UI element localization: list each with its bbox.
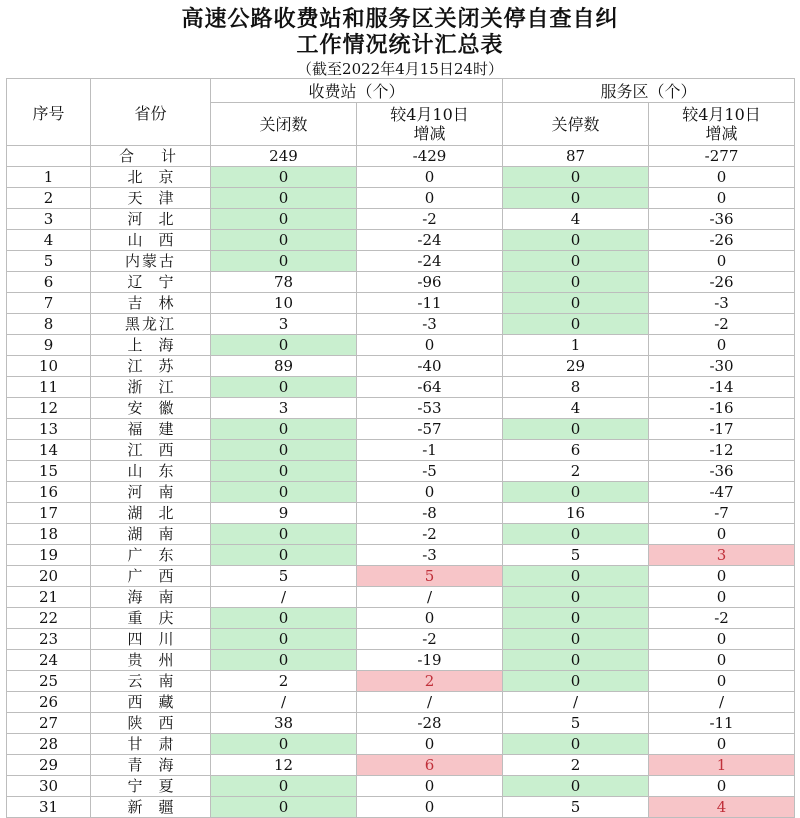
- toll-closed-cell: 12: [211, 755, 357, 776]
- service-closed-cell: 0: [503, 671, 649, 692]
- service-change-cell: 0: [649, 629, 795, 650]
- province-cell: 辽宁: [91, 272, 211, 293]
- table-row: [7, 293, 795, 314]
- toll-change-cell: /: [357, 587, 503, 608]
- table-row: [7, 671, 795, 692]
- service-change-cell: -26: [649, 230, 795, 251]
- province-cell: 甘肃: [91, 734, 211, 755]
- service-change-cell: -36: [649, 461, 795, 482]
- seq-cell: 14: [7, 440, 91, 461]
- header-toll-closed: 关闭数: [211, 103, 357, 146]
- toll-change-cell: 0: [357, 188, 503, 209]
- province-cell: 新疆: [91, 797, 211, 818]
- seq-cell: 4: [7, 230, 91, 251]
- table-row: [7, 482, 795, 503]
- header-toll-change: 较4月10日 增减: [357, 103, 503, 146]
- toll-change-cell: -2: [357, 524, 503, 545]
- province-cell: 贵州: [91, 650, 211, 671]
- service-change-cell: -12: [649, 440, 795, 461]
- total-toll-change: -429: [357, 146, 503, 167]
- toll-change-cell: -3: [357, 545, 503, 566]
- table-row: [7, 335, 795, 356]
- seq-cell: 19: [7, 545, 91, 566]
- province-cell: 宁夏: [91, 776, 211, 797]
- service-closed-cell: 0: [503, 566, 649, 587]
- header-province: 省份: [91, 79, 211, 146]
- seq-cell: 9: [7, 335, 91, 356]
- province-cell: 黑龙江: [91, 314, 211, 335]
- service-closed-cell: 0: [503, 230, 649, 251]
- toll-closed-cell: 2: [211, 671, 357, 692]
- toll-change-cell: -1: [357, 440, 503, 461]
- toll-change-cell: 0: [357, 482, 503, 503]
- seq-cell: 22: [7, 608, 91, 629]
- seq-cell: 21: [7, 587, 91, 608]
- service-closed-cell: 4: [503, 398, 649, 419]
- seq-cell: 27: [7, 713, 91, 734]
- toll-change-cell: -57: [357, 419, 503, 440]
- toll-closed-cell: 0: [211, 377, 357, 398]
- page-title-line1: 高速公路收费站和服务区关闭关停自查自纠: [181, 6, 619, 32]
- seq-cell: 17: [7, 503, 91, 524]
- seq-cell: 18: [7, 524, 91, 545]
- service-change-cell: 4: [649, 797, 795, 818]
- seq-cell: 30: [7, 776, 91, 797]
- service-change-cell: 3: [649, 545, 795, 566]
- table-row: [7, 167, 795, 188]
- toll-closed-cell: 0: [211, 209, 357, 230]
- toll-change-cell: 0: [357, 797, 503, 818]
- table-row: [7, 587, 795, 608]
- header-toll-group: 收费站（个）: [211, 79, 503, 103]
- service-change-cell: 0: [649, 251, 795, 272]
- province-cell: 内蒙古: [91, 251, 211, 272]
- toll-closed-cell: 0: [211, 776, 357, 797]
- service-change-cell: 1: [649, 755, 795, 776]
- toll-change-cell: -8: [357, 503, 503, 524]
- toll-closed-cell: 0: [211, 629, 357, 650]
- total-service-closed: 87: [503, 146, 649, 167]
- table-row: [7, 461, 795, 482]
- page-title-line2: 工作情况统计汇总表: [296, 32, 504, 58]
- service-closed-cell: 5: [503, 713, 649, 734]
- seq-cell: 8: [7, 314, 91, 335]
- service-change-cell: -2: [649, 608, 795, 629]
- table-row: [7, 272, 795, 293]
- service-change-cell: 0: [649, 650, 795, 671]
- seq-cell: 7: [7, 293, 91, 314]
- province-cell: 云南: [91, 671, 211, 692]
- seq-cell: 3: [7, 209, 91, 230]
- table-row: [7, 398, 795, 419]
- service-change-cell: -36: [649, 209, 795, 230]
- toll-change-cell: -19: [357, 650, 503, 671]
- province-cell: 上海: [91, 335, 211, 356]
- service-closed-cell: 16: [503, 503, 649, 524]
- province-cell: 河北: [91, 209, 211, 230]
- table-row: [7, 188, 795, 209]
- seq-cell: 16: [7, 482, 91, 503]
- province-cell: 海南: [91, 587, 211, 608]
- service-closed-cell: 8: [503, 377, 649, 398]
- toll-change-cell: -24: [357, 251, 503, 272]
- table-row: [7, 209, 795, 230]
- table-row: [7, 734, 795, 755]
- service-closed-cell: 0: [503, 629, 649, 650]
- toll-closed-cell: 3: [211, 398, 357, 419]
- province-cell: 山西: [91, 230, 211, 251]
- toll-change-cell: -11: [357, 293, 503, 314]
- service-closed-cell: 0: [503, 734, 649, 755]
- toll-closed-cell: 89: [211, 356, 357, 377]
- service-closed-cell: 0: [503, 314, 649, 335]
- toll-change-cell: 0: [357, 608, 503, 629]
- toll-closed-cell: 0: [211, 230, 357, 251]
- service-closed-cell: 0: [503, 251, 649, 272]
- province-cell: 江苏: [91, 356, 211, 377]
- service-change-cell: -7: [649, 503, 795, 524]
- service-change-cell: -26: [649, 272, 795, 293]
- toll-change-cell: -2: [357, 629, 503, 650]
- service-closed-cell: 0: [503, 293, 649, 314]
- service-change-cell: 0: [649, 671, 795, 692]
- province-cell: 青海: [91, 755, 211, 776]
- seq-cell: 23: [7, 629, 91, 650]
- table-row: [7, 776, 795, 797]
- service-closed-cell: 0: [503, 482, 649, 503]
- service-change-cell: -47: [649, 482, 795, 503]
- province-cell: 北京: [91, 167, 211, 188]
- province-cell: 福建: [91, 419, 211, 440]
- toll-closed-cell: 0: [211, 797, 357, 818]
- seq-cell: 28: [7, 734, 91, 755]
- service-closed-cell: 5: [503, 545, 649, 566]
- service-closed-cell: 5: [503, 797, 649, 818]
- province-cell: 广西: [91, 566, 211, 587]
- table-row: [7, 314, 795, 335]
- table-row: [7, 566, 795, 587]
- province-cell: 江西: [91, 440, 211, 461]
- table-row: [7, 692, 795, 713]
- service-closed-cell: 6: [503, 440, 649, 461]
- province-cell: 河南: [91, 482, 211, 503]
- province-cell: 湖南: [91, 524, 211, 545]
- seq-cell: 1: [7, 167, 91, 188]
- toll-closed-cell: 0: [211, 461, 357, 482]
- seq-cell: 10: [7, 356, 91, 377]
- toll-change-cell: 6: [357, 755, 503, 776]
- toll-closed-cell: 0: [211, 734, 357, 755]
- province-cell: 吉林: [91, 293, 211, 314]
- toll-change-cell: -3: [357, 314, 503, 335]
- toll-closed-cell: 0: [211, 482, 357, 503]
- service-change-cell: 0: [649, 524, 795, 545]
- service-closed-cell: /: [503, 692, 649, 713]
- service-closed-cell: 0: [503, 524, 649, 545]
- toll-closed-cell: 0: [211, 524, 357, 545]
- service-closed-cell: 0: [503, 776, 649, 797]
- seq-cell: 11: [7, 377, 91, 398]
- toll-change-cell: /: [357, 692, 503, 713]
- service-closed-cell: 2: [503, 755, 649, 776]
- header-seq: 序号: [7, 79, 91, 146]
- table-row: [7, 755, 795, 776]
- seq-cell: 20: [7, 566, 91, 587]
- total-toll-closed: 249: [211, 146, 357, 167]
- service-closed-cell: 0: [503, 608, 649, 629]
- seq-cell: 5: [7, 251, 91, 272]
- toll-closed-cell: 0: [211, 608, 357, 629]
- table-row: [7, 251, 795, 272]
- toll-change-cell: 2: [357, 671, 503, 692]
- seq-cell: 13: [7, 419, 91, 440]
- total-row: [7, 146, 795, 167]
- toll-change-cell: 0: [357, 734, 503, 755]
- service-change-cell: -2: [649, 314, 795, 335]
- service-closed-cell: 0: [503, 272, 649, 293]
- toll-change-cell: -2: [357, 209, 503, 230]
- service-change-cell: /: [649, 692, 795, 713]
- toll-change-cell: -5: [357, 461, 503, 482]
- table-row: [7, 356, 795, 377]
- table-body: [7, 146, 795, 818]
- header-service-closed: 关停数: [503, 103, 649, 146]
- toll-change-cell: 0: [357, 167, 503, 188]
- service-change-cell: -11: [649, 713, 795, 734]
- service-closed-cell: 29: [503, 356, 649, 377]
- table-row: [7, 230, 795, 251]
- service-change-cell: -3: [649, 293, 795, 314]
- table-row: [7, 440, 795, 461]
- page-subtitle: （截至2022年4月15日24时）: [297, 60, 503, 78]
- header-service-change: 较4月10日 增减: [649, 103, 795, 146]
- table-row: [7, 608, 795, 629]
- service-change-cell: 0: [649, 566, 795, 587]
- toll-closed-cell: 5: [211, 566, 357, 587]
- toll-closed-cell: /: [211, 587, 357, 608]
- total-seq-cell: [7, 146, 91, 167]
- toll-closed-cell: 78: [211, 272, 357, 293]
- table-row: [7, 713, 795, 734]
- table-row: [7, 503, 795, 524]
- seq-cell: 26: [7, 692, 91, 713]
- toll-change-cell: -24: [357, 230, 503, 251]
- toll-closed-cell: 0: [211, 251, 357, 272]
- province-cell: 陕西: [91, 713, 211, 734]
- service-change-cell: 0: [649, 188, 795, 209]
- seq-cell: 12: [7, 398, 91, 419]
- toll-change-cell: -96: [357, 272, 503, 293]
- seq-cell: 2: [7, 188, 91, 209]
- province-cell: 四川: [91, 629, 211, 650]
- toll-change-cell: 0: [357, 335, 503, 356]
- table-row: [7, 650, 795, 671]
- table-row: [7, 629, 795, 650]
- toll-closed-cell: 0: [211, 419, 357, 440]
- toll-closed-cell: 0: [211, 650, 357, 671]
- toll-closed-cell: 38: [211, 713, 357, 734]
- toll-closed-cell: 0: [211, 545, 357, 566]
- service-change-cell: 0: [649, 734, 795, 755]
- service-change-cell: -17: [649, 419, 795, 440]
- table-row: [7, 419, 795, 440]
- province-cell: 安徽: [91, 398, 211, 419]
- province-cell: 广东: [91, 545, 211, 566]
- table-row: [7, 545, 795, 566]
- seq-cell: 6: [7, 272, 91, 293]
- toll-change-cell: -53: [357, 398, 503, 419]
- total-label: 合 计: [91, 146, 211, 167]
- service-closed-cell: 2: [503, 461, 649, 482]
- province-cell: 浙江: [91, 377, 211, 398]
- summary-table: [6, 78, 795, 818]
- province-cell: 天津: [91, 188, 211, 209]
- province-cell: 山东: [91, 461, 211, 482]
- seq-cell: 25: [7, 671, 91, 692]
- seq-cell: 24: [7, 650, 91, 671]
- service-closed-cell: 4: [503, 209, 649, 230]
- toll-closed-cell: 0: [211, 335, 357, 356]
- seq-cell: 29: [7, 755, 91, 776]
- service-change-cell: -30: [649, 356, 795, 377]
- toll-closed-cell: 0: [211, 440, 357, 461]
- service-closed-cell: 0: [503, 419, 649, 440]
- service-closed-cell: 1: [503, 335, 649, 356]
- province-cell: 湖北: [91, 503, 211, 524]
- toll-change-cell: -64: [357, 377, 503, 398]
- toll-closed-cell: 0: [211, 167, 357, 188]
- service-change-cell: 0: [649, 335, 795, 356]
- province-cell: 西藏: [91, 692, 211, 713]
- service-closed-cell: 0: [503, 188, 649, 209]
- toll-closed-cell: 3: [211, 314, 357, 335]
- table-row: [7, 524, 795, 545]
- toll-closed-cell: 10: [211, 293, 357, 314]
- service-closed-cell: 0: [503, 650, 649, 671]
- service-change-cell: -14: [649, 377, 795, 398]
- service-closed-cell: 0: [503, 587, 649, 608]
- province-cell: 重庆: [91, 608, 211, 629]
- seq-cell: 31: [7, 797, 91, 818]
- header-service-group: 服务区（个）: [503, 79, 795, 103]
- seq-cell: 15: [7, 461, 91, 482]
- service-change-cell: -16: [649, 398, 795, 419]
- toll-change-cell: -28: [357, 713, 503, 734]
- service-change-cell: 0: [649, 587, 795, 608]
- toll-closed-cell: 9: [211, 503, 357, 524]
- toll-change-cell: -40: [357, 356, 503, 377]
- table-row: [7, 377, 795, 398]
- toll-change-cell: 5: [357, 566, 503, 587]
- toll-closed-cell: /: [211, 692, 357, 713]
- toll-change-cell: 0: [357, 776, 503, 797]
- service-change-cell: 0: [649, 776, 795, 797]
- service-change-cell: 0: [649, 167, 795, 188]
- toll-closed-cell: 0: [211, 188, 357, 209]
- service-closed-cell: 0: [503, 167, 649, 188]
- total-service-change: -277: [649, 146, 795, 167]
